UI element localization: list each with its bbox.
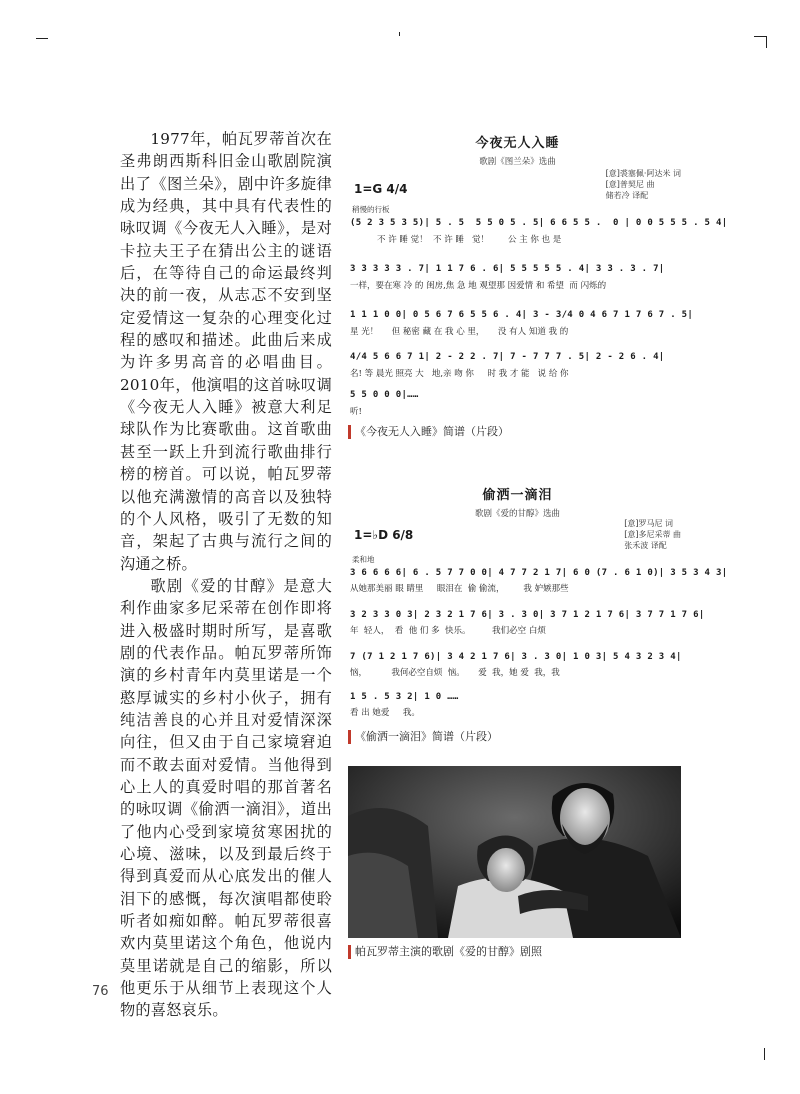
- tempo-marking: 稍慢的行板: [352, 205, 390, 214]
- score-subtitle: 歌剧《图兰朵》选曲: [479, 157, 556, 167]
- key-signature: 1=G 4/4: [354, 182, 408, 196]
- page-number: 76: [92, 984, 109, 999]
- credit-lyricist: [意]裘塞佩·阿达米 词: [605, 169, 681, 178]
- crop-mark-top-left: [36, 38, 48, 39]
- article-paragraph-1: 1977年，帕瓦罗蒂首次在圣弗朗西斯科旧金山歌剧院演出了《图兰朵》，剧中许多旋律成为经典，其中具有代表性的咏叹调《今夜无人入睡》，是对卡拉夫王子在猜出公主的谜语后，在等待自己的命运最终判决的前一夜，从志忑不安到坚定爱情这一复杂的心理变化过程的感叹和描述。此曲后来成为许多男高音的必唱曲目。2010年，他演唱的这首咏叹调《今夜无人入睡》被意大利足球队作为比赛歌曲。这首歌曲甚至一跃上升到流行歌曲排行榜的榜首。可以说，帕瓦罗蒂以他充满激情的高音以及独特的个人风格，吸引了无数的知音，架起了古典与流行之间的沟通之桥。: [120, 130, 332, 573]
- tempo-marking: 柔和地: [352, 555, 375, 564]
- music-line: (5 2 3 5 3 5)| 5 . 5 5 5 0 5 . 5| 6 6 5 5 . 0 | 0 0 5 5 5 . 5 4|: [350, 218, 728, 228]
- credit-composer: [意]多尼采蒂 曲: [624, 530, 681, 539]
- music-line: 3 6 6 6 6| 6 . 5 7 7 0 0| 4 7 7 2 1 7| 6 0 (7 . 6 1 0)| 3 5 3 4 3|: [350, 568, 728, 578]
- music-line: 7 (7 1 2 1 7 6)| 3 4 2 1 7 6| 3 . 3 0| 1 0 3| 5 4 3 2 3 4|: [350, 652, 682, 662]
- photo-illustration: [348, 766, 681, 938]
- score-credits: [606, 168, 681, 201]
- lyrics-line: 不 许 睡 觉！ 不 许 睡 觉！ 公 主 你 也 是: [350, 235, 562, 245]
- score-subtitle: 歌剧《爱的甘醇》选曲: [474, 509, 560, 519]
- music-line: 3 3 3 3 3 . 7| 1 1 7 6 . 6| 5 5 5 5 5 . 4| 3 3 . 3 . 7|: [350, 264, 665, 274]
- article-paragraph-2: 歌剧《爱的甘醇》是意大利作曲家多尼采蒂在创作即将进入极盛时期时所写，是喜歌剧的代表作品。帕瓦罗蒂所饰演的乡村青年内莫里诺是一个憨厚诚实的乡村小伙子，拥有纯洁善良的心并且对爱情深深向往，但又由于自己家境窘迫而不敢去面对爱情。当他得到心上人的真爱时唱的那首著名的咏叹调《偷洒一滴泪》，道出了他内心受到家境贫寒困扰的心境、滋味，以及到最后终于得到真爱而从心底发出的催人泪下的感慨，每次演唱都使聆听者如痴如醉。帕瓦罗蒂很喜欢内莫里诺这个角色，他说内莫里诺就是自己的缩影，所以他更乐于从细节上表现这个人物的喜怒哀乐。: [120, 576, 332, 1020]
- music-line: 4/4 5 6 6 7 1| 2 - 2 2 . 7| 7 - 7 7 7 . 5| 2 - 2 6 . 4|: [350, 352, 665, 362]
- soprano-face: [487, 848, 525, 892]
- lyrics-line: 看 出 她爱 我。: [350, 708, 420, 718]
- credit-composer: [意]普契尼 曲: [605, 180, 655, 189]
- opera-stage-photo: [348, 766, 681, 938]
- credit-translator: 张禾波 译配: [624, 541, 667, 550]
- key-signature: 1=♭D 6/8: [354, 528, 414, 542]
- score-caption: 《偷洒一滴泪》简谱（片段）: [348, 730, 498, 744]
- credit-translator: 储若冷 译配: [605, 191, 649, 200]
- credit-lyricist: [意]罗马尼 词: [624, 519, 673, 528]
- lyrics-line: 名! 等 晨光 照亮 大 地,亲 吻 你 时 我 才 能 说 给 你: [350, 369, 569, 379]
- score-una-furtiva-lagrima: [350, 484, 728, 722]
- music-line: 5 5 0 0 0|……: [350, 390, 419, 400]
- article-body: [120, 128, 332, 1022]
- photo-caption: 帕瓦罗蒂主演的歌剧《爱的甘醇》剧照: [348, 945, 542, 959]
- lyrics-line: 一样，要在寒 冷 的 闺房,焦 急 地 观望那 因爱情 和 希望 而 闪烁的: [350, 281, 607, 291]
- score-credits: [624, 518, 681, 551]
- lyrics-line: 星 光！ 但 秘密 藏 在 我 心 里， 没 有人 知道 我 的: [350, 327, 569, 337]
- score-title: 今夜无人入睡: [475, 136, 560, 151]
- lyrics-line: 听!: [350, 407, 362, 417]
- music-line: 1 1 1 0 0| 0 5 6 7 6 5 5 6 . 4| 3 - 3/4 0 4 6 7 1 7 6 7 . 5|: [350, 310, 694, 320]
- crop-mark-bottom-right: [764, 1048, 765, 1060]
- score-caption: 《今夜无人入睡》简谱（片段）: [348, 425, 509, 439]
- music-line: 1 5 . 5 3 2| 1 0 ……: [350, 692, 459, 702]
- music-line: 3 2 3 3 0 3| 2 3 2 1 7 6| 3 . 3 0| 3 7 1 2 1 7 6| 3 7 7 1 7 6|: [350, 610, 705, 620]
- lyrics-line: 恼， 我何必空自烦 恼。 爱 我，她 爱 我，我: [350, 668, 560, 678]
- crop-mark-top-right-v: [766, 36, 767, 48]
- score-title: 偷洒一滴泪: [482, 488, 553, 503]
- lyrics-line: 从她那美丽 眼 睛里 眼泪在 偷 偷流， 我 妒嫉那些: [350, 584, 569, 594]
- crop-mark-top-center: [399, 32, 400, 36]
- score-nessun-dorma: [350, 132, 728, 424]
- crop-mark-top-right-h: [754, 36, 766, 37]
- lyrics-line: 年 轻人， 看 他 们 多 快乐。 我们必空 白烦: [350, 626, 546, 636]
